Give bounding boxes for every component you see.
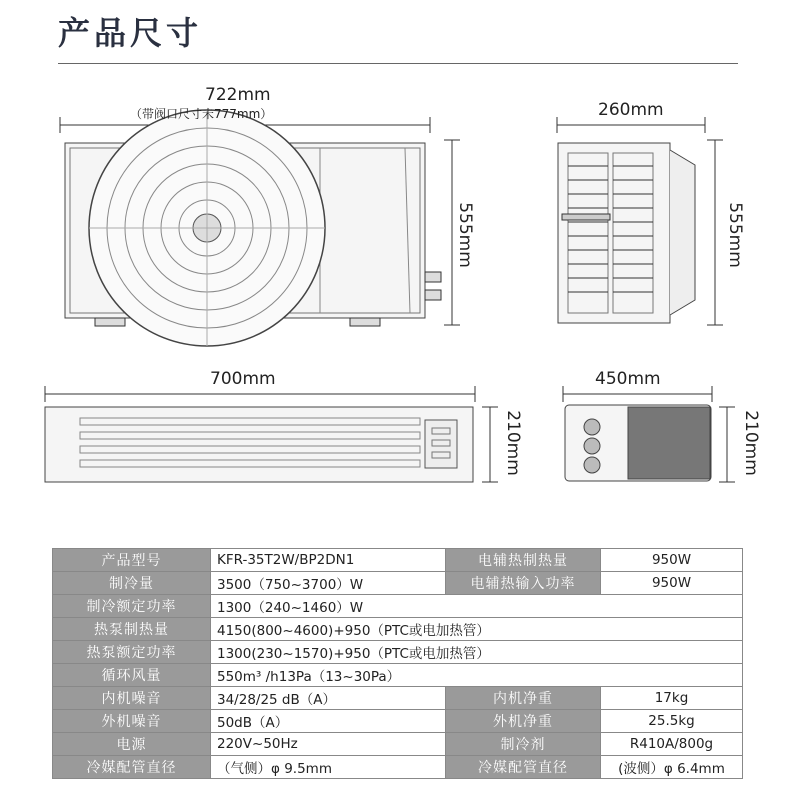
spec-label: 内机净重 <box>446 687 601 710</box>
outdoor-front-height-label: 555mm <box>454 202 475 268</box>
spec-value: 1300(230~1570)+950（PTC或电加热管） <box>211 641 743 664</box>
table-row <box>53 595 743 618</box>
outdoor-front-width-note: （带阀口尺寸未777mm） <box>130 107 273 121</box>
spec-value: 34/28/25 dB（A） <box>211 687 446 710</box>
spec-label: 内机噪音 <box>53 687 211 710</box>
indoor-side-height-label: 210mm <box>740 410 761 476</box>
spec-value: （气侧）φ 9.5mm <box>211 756 446 779</box>
spec-value: 950W <box>601 572 743 595</box>
table-row <box>53 549 743 572</box>
spec-table <box>52 548 743 779</box>
indoor-side-depth-label: 450mm <box>595 369 661 389</box>
outdoor-front-drawing <box>60 110 460 346</box>
spec-value: 4150(800~4600)+950（PTC或电加热管） <box>211 618 743 641</box>
indoor-front-drawing <box>45 386 498 482</box>
table-row <box>53 733 743 756</box>
table-row <box>53 710 743 733</box>
outdoor-side-drawing <box>557 117 723 325</box>
indoor-side-drawing <box>563 386 735 482</box>
spec-label: 产品型号 <box>53 549 211 572</box>
spec-label: 电辅热制热量 <box>446 549 601 572</box>
spec-label: 热泵制热量 <box>53 618 211 641</box>
outdoor-side-depth-label: 260mm <box>598 100 664 120</box>
spec-label: 冷媒配管直径 <box>446 756 601 779</box>
table-row <box>53 618 743 641</box>
spec-value: 17kg <box>601 687 743 710</box>
spec-value: 1300（240~1460）W <box>211 595 743 618</box>
spec-label: 循环风量 <box>53 664 211 687</box>
indoor-front-height-label: 210mm <box>502 410 523 476</box>
spec-value: KFR-35T2W/BP2DN1 <box>211 549 446 572</box>
table-row <box>53 664 743 687</box>
spec-label: 电源 <box>53 733 211 756</box>
spec-label: 外机噪音 <box>53 710 211 733</box>
spec-label: 制冷量 <box>53 572 211 595</box>
spec-value: 3500（750~3700）W <box>211 572 446 595</box>
outdoor-side-height-label: 555mm <box>724 202 745 268</box>
spec-label: 外机净重 <box>446 710 601 733</box>
outdoor-front-width-label: 722mm <box>205 85 271 105</box>
table-row <box>53 572 743 595</box>
spec-label: 冷媒配管直径 <box>53 756 211 779</box>
spec-value: 220V~50Hz <box>211 733 446 756</box>
spec-value: (波侧）φ 6.4mm <box>601 756 743 779</box>
table-row <box>53 687 743 710</box>
spec-label: 电辅热输入功率 <box>446 572 601 595</box>
table-row <box>53 756 743 779</box>
table-row <box>53 641 743 664</box>
spec-value: R410A/800g <box>601 733 743 756</box>
spec-label: 制冷额定功率 <box>53 595 211 618</box>
spec-value: 950W <box>601 549 743 572</box>
page-title: 产品尺寸 <box>58 14 203 52</box>
spec-value: 550m³ /h13Pa（13~30Pa） <box>211 664 743 687</box>
spec-value: 50dB（A） <box>211 710 446 733</box>
spec-label: 制冷剂 <box>446 733 601 756</box>
indoor-front-width-label: 700mm <box>210 369 276 389</box>
spec-label: 热泵额定功率 <box>53 641 211 664</box>
spec-value: 25.5kg <box>601 710 743 733</box>
